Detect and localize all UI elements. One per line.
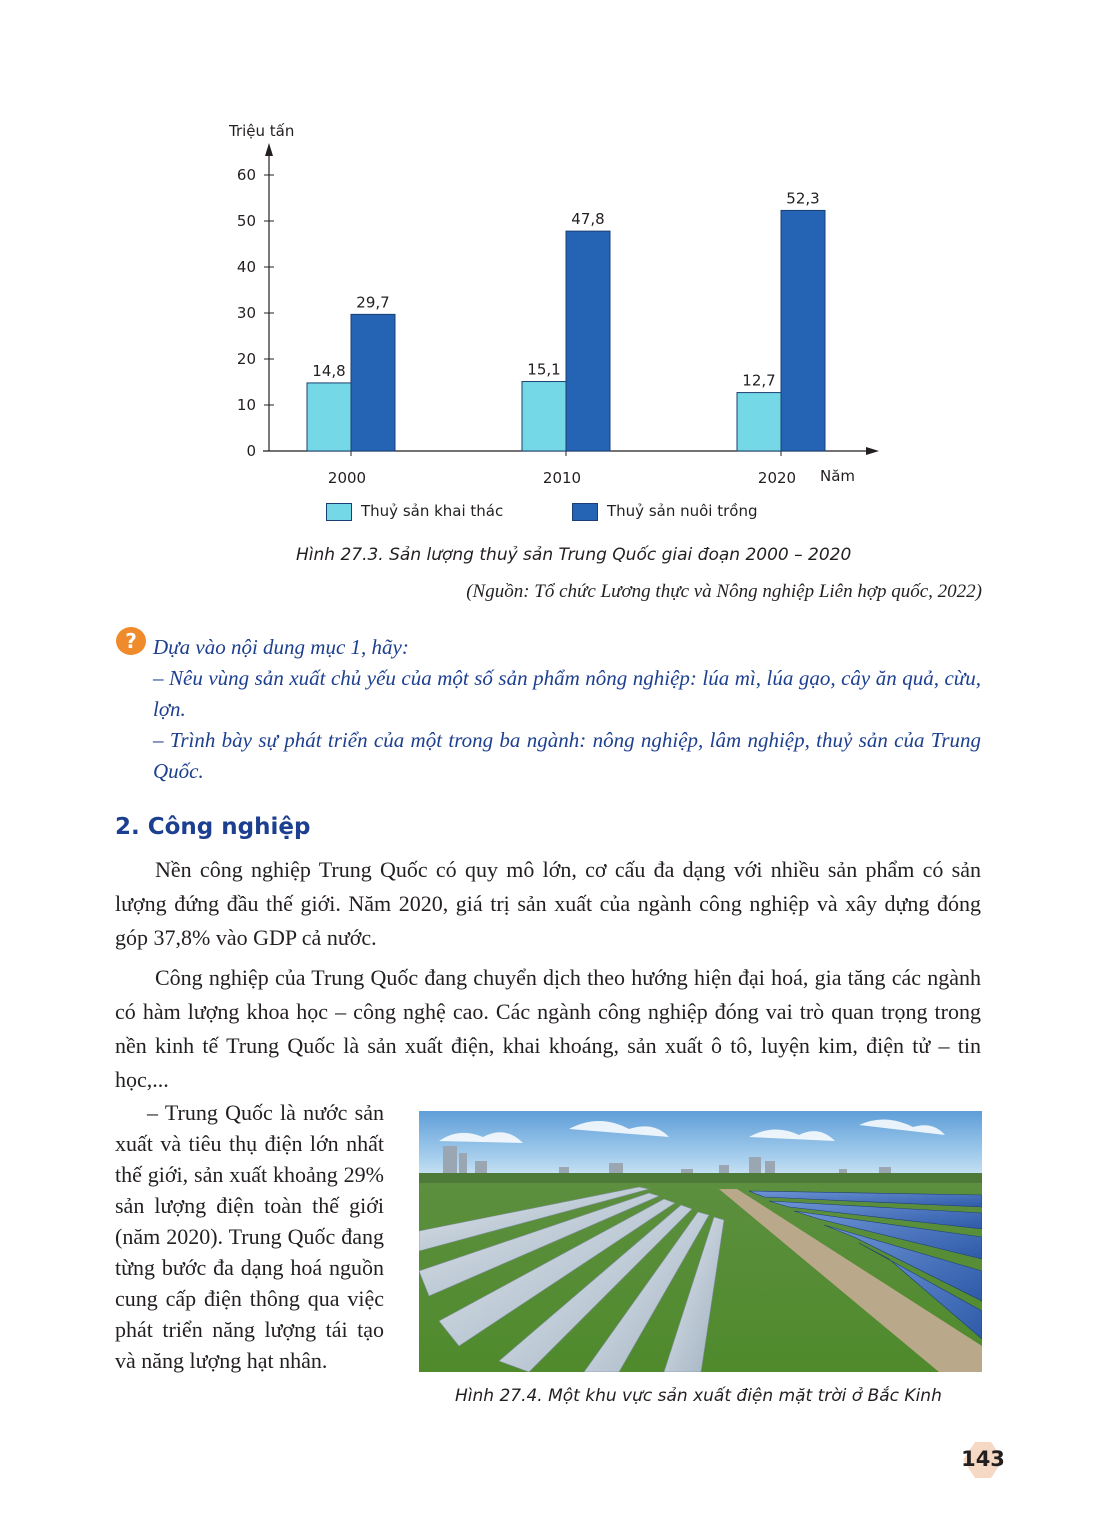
x-tick-label: 2020 bbox=[757, 469, 797, 487]
bar-aquaculture bbox=[781, 210, 825, 451]
page-number: 143 bbox=[961, 1447, 1005, 1471]
bar-capture bbox=[737, 393, 781, 451]
bar-value-label: 14,8 bbox=[312, 361, 346, 380]
legend-swatch-aquaculture bbox=[572, 503, 598, 521]
fishery-bar-chart bbox=[0, 0, 1094, 500]
bar-value-label: 47,8 bbox=[571, 210, 605, 229]
chart-caption: Hình 27.3. Sản lượng thuỷ sản Trung Quốc giai đoạn 2000 – 2020 bbox=[296, 545, 852, 565]
question-item-2: – Trình bày sự phát triển của một trong ba ngành: nông nghiệp, lâm nghiệp, thuỷ sản của Trung Quốc. bbox=[153, 728, 981, 783]
solar-farm-photo bbox=[419, 1111, 982, 1372]
bar-value-label: 15,1 bbox=[527, 360, 561, 379]
bar-value-label: 29,7 bbox=[356, 293, 390, 312]
legend-label-capture: Thuỷ sản khai thác bbox=[361, 502, 504, 520]
question-intro: Dựa vào nội dung mục 1, hãy: bbox=[153, 635, 409, 659]
y-tick-label: 20 bbox=[236, 350, 256, 368]
y-axis-arrow bbox=[265, 143, 273, 156]
paragraph: Nền công nghiệp Trung Quốc có quy mô lớn, cơ cấu đa dạng với nhiều sản phẩm có sản lượng đứng đầu thế giới. Năm 2020, giá trị sản xuất của ngành công nghiệp và xây dựng đóng góp 37,8% vào GDP cả nước. bbox=[115, 857, 981, 950]
photo-caption: Hình 27.4. Một khu vực sản xuất điện mặt trời ở Bắc Kinh bbox=[455, 1386, 942, 1406]
legend-swatch-capture bbox=[326, 503, 352, 521]
question-text bbox=[153, 632, 981, 787]
section-heading: 2. Công nghiệp bbox=[115, 814, 311, 840]
y-axis-label: Triệu tấn bbox=[229, 122, 295, 140]
question-icon: ? bbox=[116, 627, 146, 655]
bar-capture bbox=[522, 382, 566, 451]
y-tick-label: 10 bbox=[236, 396, 256, 414]
bar-aquaculture bbox=[566, 231, 610, 451]
x-tick-label: 2000 bbox=[327, 469, 367, 487]
side-paragraph: – Trung Quốc là nước sản xuất và tiêu thụ điện lớn nhất thế giới, sản xuất khoảng 29% sản lượng điện toàn thế giới (năm 2020). Trung Quốc đang từng bước đa dạng hoá nguồn cung cấp điện thông qua việc phát triển năng lượng tái tạo và năng lượng hạt nhân. bbox=[115, 1100, 384, 1373]
y-tick-label: 60 bbox=[236, 166, 256, 184]
bar-capture bbox=[307, 383, 351, 451]
x-axis-arrow bbox=[866, 447, 879, 455]
x-tick-label: 2010 bbox=[542, 469, 582, 487]
chart-source: (Nguồn: Tổ chức Lương thực và Nông nghiệp Liên hợp quốc, 2022) bbox=[466, 581, 982, 602]
y-tick-label: 30 bbox=[236, 304, 256, 322]
paragraph: Công nghiệp của Trung Quốc đang chuyển dịch theo hướng hiện đại hoá, gia tăng các ngành có hàm lượng khoa học – công nghệ cao. Các ngành công nghiệp đóng vai trò quan trọng trong nền kinh tế Trung Quốc là sản xuất điện, khai khoáng, sản xuất ô tô, luyện kim, điện tử – tin học,... bbox=[115, 965, 981, 1092]
bar-value-label: 12,7 bbox=[742, 371, 776, 390]
question-item-1: – Nêu vùng sản xuất chủ yếu của một số sản phẩm nông nghiệp: lúa mì, lúa gạo, cây ăn quả, cừu, lợn. bbox=[153, 666, 981, 721]
y-tick-label: 40 bbox=[236, 258, 256, 276]
bar-aquaculture bbox=[351, 314, 395, 451]
bar-value-label: 52,3 bbox=[786, 189, 820, 208]
legend-label-aquaculture: Thuỷ sản nuôi trồng bbox=[607, 502, 758, 520]
body-text bbox=[115, 853, 981, 1097]
y-tick-label: 50 bbox=[236, 212, 256, 230]
y-tick-label: 0 bbox=[246, 442, 256, 460]
x-axis-label: Năm bbox=[820, 467, 856, 485]
